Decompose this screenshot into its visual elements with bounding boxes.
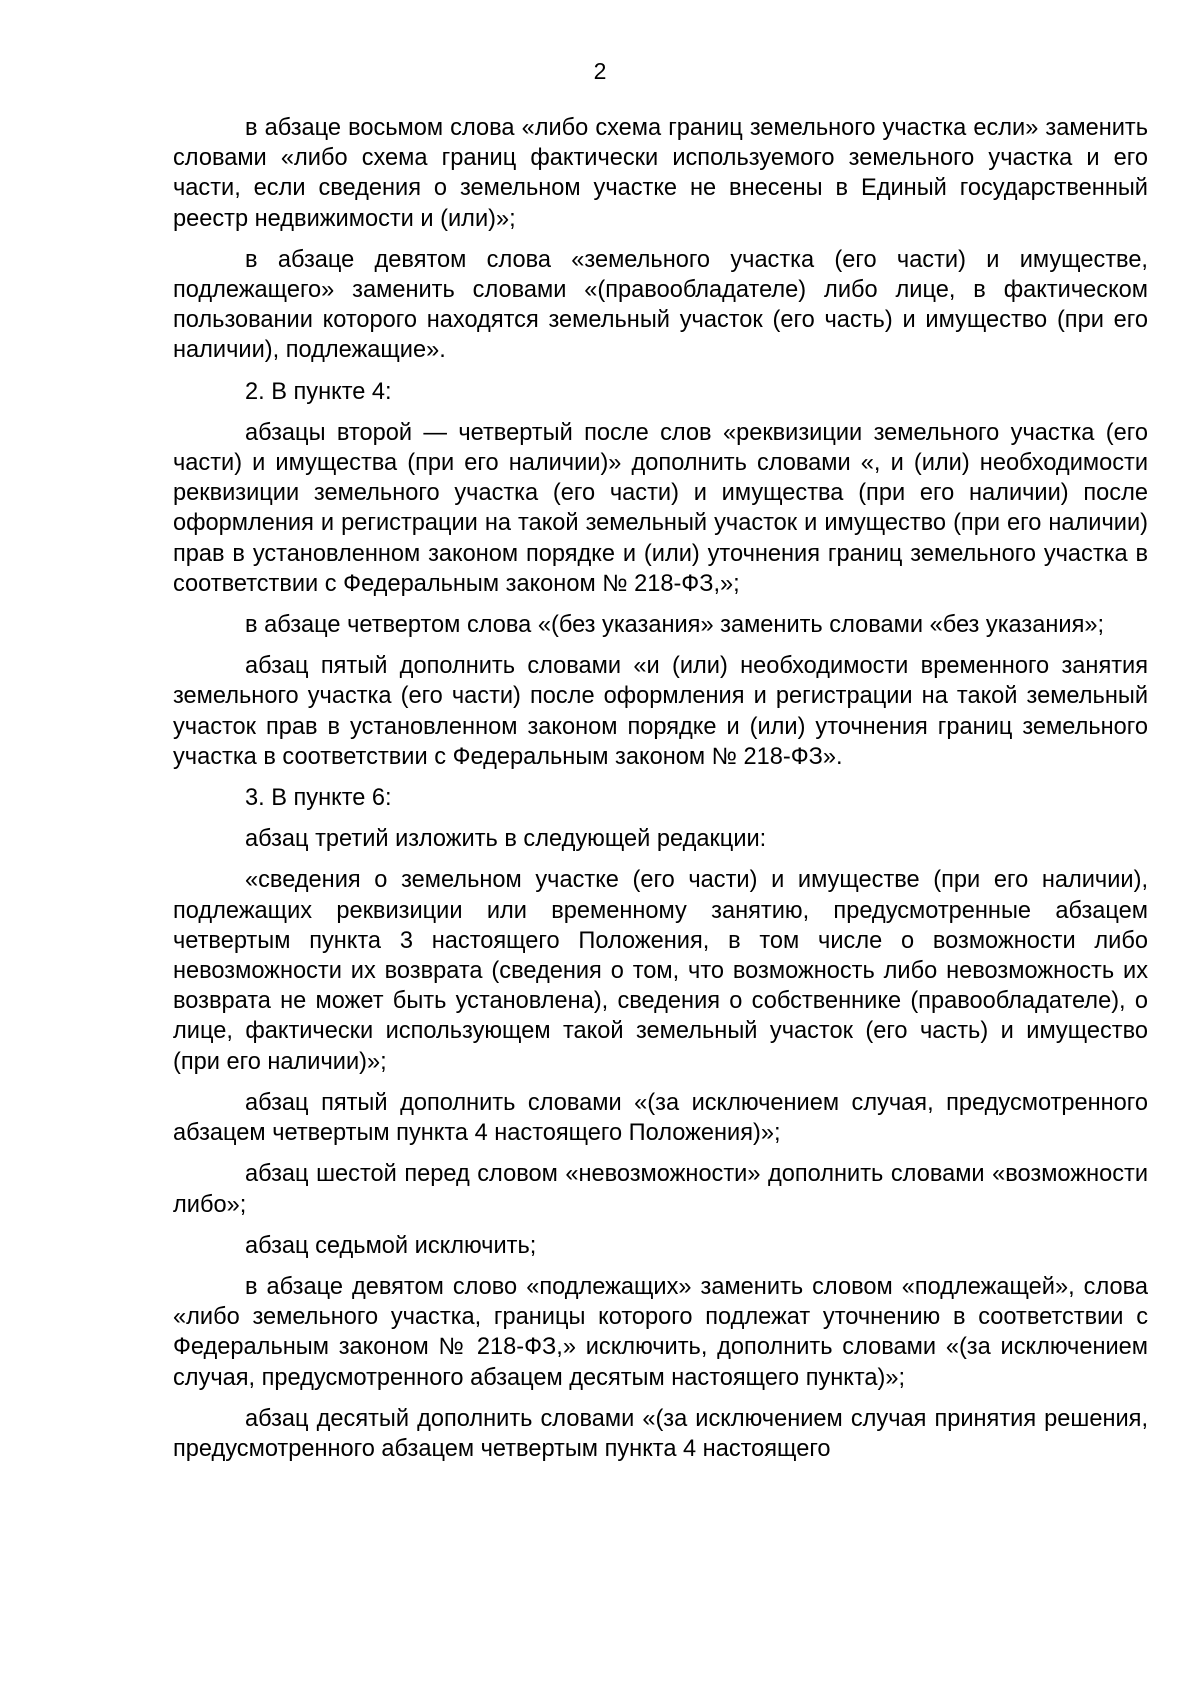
paragraph: в абзаце восьмом слова «либо схема границ земельного участка если» заменить словами «либо схема границ фактически используемого земельного участка и его части, если сведения о земельном участке не внесены в Единый государственный реестр недвижимости и (или)»; [173,115,1148,232]
paragraph: в абзаце девятом слова «земельного участка (его части) и имуществе, подлежащего» заменить словами «(правообладателе) либо лице, в фактическом пользовании которого находятся земельный участок (его часть) и имущество (при его наличии), подлежащие». [173,246,1148,364]
paragraph: абзац пятый дополнить словами «и (или) необходимости временного занятия земельного участка (его части) после оформления и регистрации на такой земельный участок прав в установленном законом порядке и (или) уточнения границ земельного участка в соответствии с Федеральным законом № 218-ФЗ». [173,653,1148,770]
section-heading: 3. В пункте 6: [245,785,392,812]
paragraph: абзац пятый дополнить словами «(за исключением случая, предусмотренного абзацем четвертым пункта 4 настоящего Положения)»; [173,1089,1148,1147]
paragraph: в абзаце четвертом слова «(без указания» заменить словами «без указания»; [245,612,1105,639]
paragraph: «сведения о земельном участке (его части) и имуществе (при его наличии), подлежащих реквизиции или временному занятию, предусмотренные абзацем четвертым пункта 3 настоящего Положения, в том числе о возможности либо невозможности их возврата (сведения о том, что возможность либо невозможность их возврата не может быть установлена), сведения о собственнике (правообладателе), о лице, фактически использующем такой земельный участок (его часть) и имущество (при его наличии)»; [173,867,1148,1075]
section-heading: 2. В пункте 4: [245,378,392,405]
document-body [173,113,1148,1475]
paragraph: в абзаце девятом слово «подлежащих» заменить словом «подлежащей», слова «либо земельного участка, границы которого подлежат уточнению в соответствии с Федеральным законом № 218-ФЗ,» исключить, дополнить словами «(за исключением случая, предусмотренного абзацем десятым настоящего пункта)»; [173,1273,1148,1391]
paragraph: абзац седьмой исключить; [245,1232,537,1259]
paragraph: абзац шестой перед словом «невозможности» дополнить словами «возможности либо»; [173,1161,1148,1218]
paragraph: абзацы второй — четвертый после слов «реквизиции земельного участка (его части) и имущества (при его наличии)» дополнить словами «, и (или) необходимости реквизиции земельного участка (его части) и имущества (при его наличии) после оформления и регистрации на такой земельный участок и имущество (при его наличии) прав в установленном законом порядке и (или) уточнения границ земельного участка в соответствии с Федеральным законом № 218-ФЗ,»; [173,419,1148,597]
paragraph: абзац третий изложить в следующей редакции: [245,826,767,853]
paragraph: абзац десятый дополнить словами «(за исключением случая принятия решения, предусмотренного абзацем четвертым пункта 4 настоящего [173,1405,1148,1462]
page-number: 2 [593,58,607,84]
